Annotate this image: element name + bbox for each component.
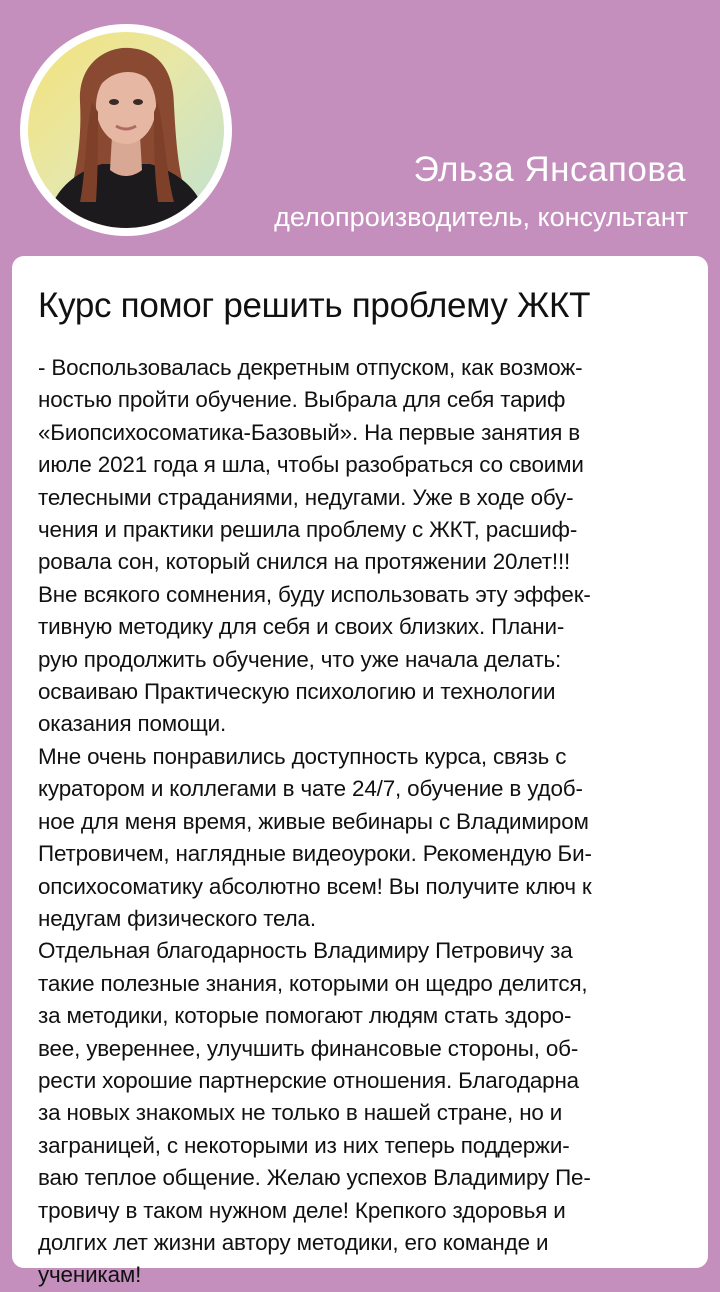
review-line: оказания помощи. — [38, 711, 227, 737]
review-line: Мне очень понравились доступность курса, связь с — [38, 743, 567, 769]
review-line: ваю теплое общение. Желаю успехов Владимиру Пе- — [38, 1165, 591, 1191]
review-line: недугам физического тела. — [38, 905, 316, 931]
review-line: куратором и коллегами в чате 24/7, обучение в удоб- — [38, 776, 583, 802]
review-line: такие полезные знания, которыми он щедро делится, — [38, 970, 588, 996]
review-line: тивную методику для себя и своих близких. Плани- — [38, 614, 565, 640]
review-line: заграницей, с некоторыми из них теперь поддержи- — [38, 1132, 570, 1158]
profile-header — [0, 0, 720, 256]
review-line: Вне всякого сомнения, буду использовать эту эффек- — [38, 581, 591, 607]
review-line: долгих лет жизни автору методики, его команде и — [38, 1229, 549, 1255]
avatar-photo — [28, 32, 224, 228]
review-line: - Воспользовалась декретным отпуском, как возмож- — [38, 355, 583, 380]
review-line: «Биопсихосоматика-Базовый». На первые занятия в — [38, 419, 580, 445]
reviewer-role: делопроизводитель, консультант — [274, 202, 688, 232]
review-line: чения и практики решила проблему с ЖКТ, расшиф- — [38, 517, 578, 543]
review-body — [38, 352, 688, 1292]
review-line: за методики, которые помогают людям стать здоро- — [38, 1003, 572, 1029]
avatar-ring — [20, 24, 232, 236]
review-line: июле 2021 года я шла, чтобы разобраться со своими — [38, 452, 584, 478]
review-line: телесными страданиями, недугами. Уже в ходе обу- — [38, 484, 574, 510]
review-line: тровичу в таком нужном деле! Крепкого здоровья и — [38, 1197, 566, 1223]
reviewer-name: Эльза Янсапова — [413, 150, 686, 189]
review-card — [12, 256, 708, 1288]
review-line: за новых знакомых не только в нашей стране, но и — [38, 1100, 563, 1126]
review-line: опсихосоматику абсолютно всем! Вы получите ключ к — [38, 873, 592, 899]
review-line: рести хорошие партнерские отношения. Благодарна — [38, 1067, 579, 1093]
review-title: Курс помог решить проблему ЖКТ — [38, 286, 591, 325]
review-line: ное для меня время, живые вебинары с Владимиром — [38, 808, 589, 834]
review-line: осваиваю Практическую психологию и технологии — [38, 679, 556, 705]
review-line: Петровичем, наглядные видеоуроки. Рекомендую Би- — [38, 841, 592, 867]
review-line: ровала сон, который снился на протяжении 20лет!!! — [38, 549, 571, 575]
review-line: ученикам! — [38, 1262, 142, 1288]
review-line: рую продолжить обучение, что уже начала делать: — [38, 646, 562, 672]
review-line: вее, увереннее, улучшить финансовые стороны, об- — [38, 1035, 579, 1061]
review-line: ностью пройти обучение. Выбрала для себя тариф — [38, 387, 566, 413]
review-line: Отдельная благодарность Владимиру Петровичу за — [38, 938, 573, 964]
avatar — [28, 32, 224, 228]
